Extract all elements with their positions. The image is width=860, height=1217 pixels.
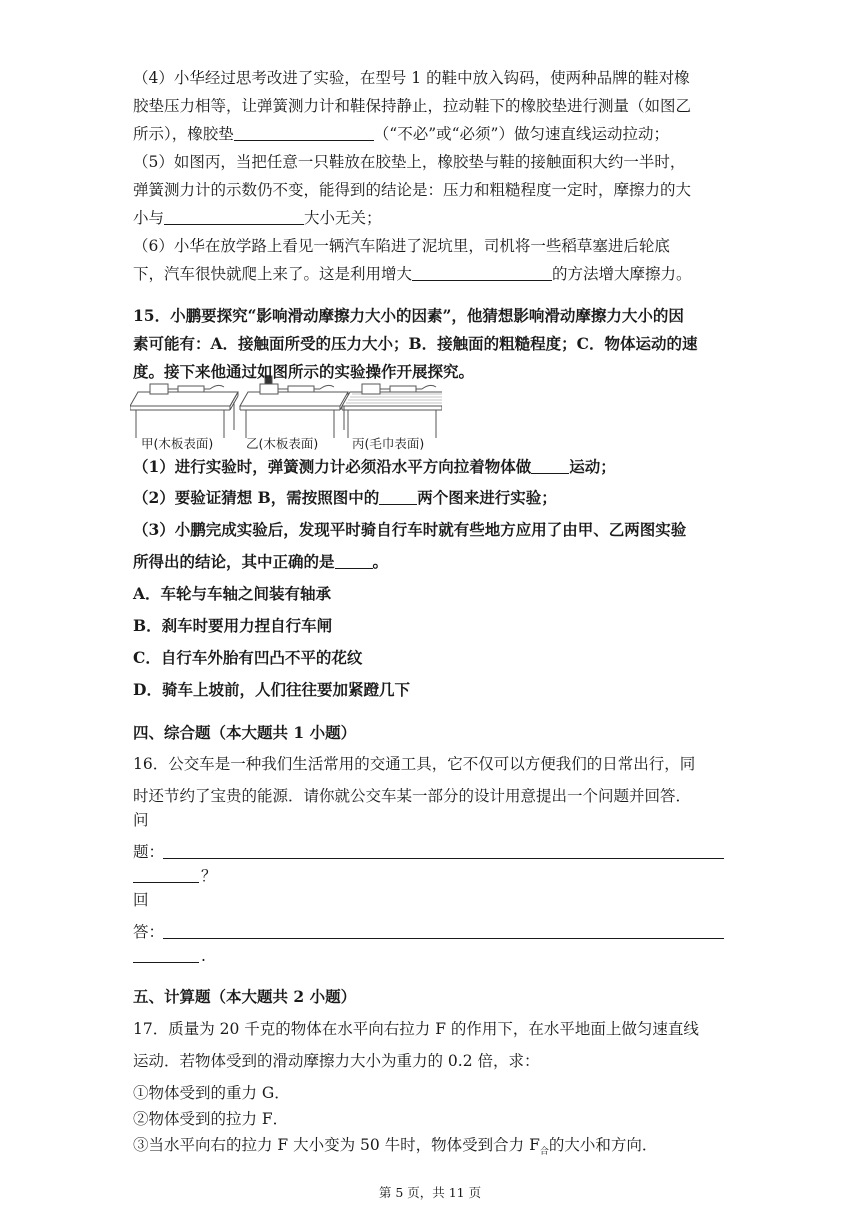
q16-line1: 16．公交车是一种我们生活常用的交通工具，它不仅可以方便我们的日常出行，同	[133, 755, 696, 773]
q17-line1: 17．质量为 20 千克的物体在水平向右拉力 F 的作用下，在水平地面上做匀速直线	[133, 1020, 699, 1038]
answer-line-2[interactable]	[133, 961, 199, 963]
answer-blank[interactable]	[335, 552, 373, 569]
q17-item1: ①物体受到的重力 G．	[133, 1084, 290, 1102]
q15-option-c: C．自行车外胎有凹凸不平的花纹	[133, 648, 363, 667]
q15-sub2	[133, 486, 557, 510]
q14-part4-text: 所示），橡胶垫	[133, 125, 234, 143]
figure-caption-bing: 丙(毛巾表面)	[352, 436, 425, 451]
section5-heading: 五、计算题（本大题共 2 小题）	[133, 987, 357, 1006]
q14-part5-text: 大小无关；	[304, 209, 382, 227]
q15-sub3-text: 所得出的结论，其中正确的是	[133, 552, 335, 571]
q15-sub2-text: （2）要验证猜想 B，需按照图中的	[133, 488, 380, 507]
q15-sub1-text: 运动；	[569, 457, 616, 476]
q14-part6-line2	[133, 262, 692, 286]
q15-sub3-line1: （3）小鹏完成实验后，发现平时骑自行车时就有些地方应用了由甲、乙两图实验	[133, 520, 687, 539]
q14-part4-line3	[133, 122, 669, 146]
table-bing-illustration	[342, 384, 442, 438]
q15-option-b: B．刹车时要用力捏自行车闸	[133, 616, 333, 635]
q17-item3-text: 的大小和方向．	[548, 1136, 658, 1154]
q17-item3-text: ③当水平向右的拉力 F 大小变为 50 牛时，物体受到合力 F	[133, 1136, 540, 1154]
q15-sub1-text: （1）进行实验时，弹簧测力计必须沿水平方向拉着物体做	[133, 457, 532, 476]
q14-part5-line3	[133, 206, 382, 230]
q14-part4-text: （“不必”或“必须”）做匀速直线运动拉动；	[373, 125, 669, 143]
q16-answer-label-2: 答：	[133, 923, 165, 941]
figure-caption-yi: 乙(木板表面)	[246, 436, 319, 451]
section4-heading: 四、综合题（本大题共 1 小题）	[133, 723, 357, 742]
q14-part4-line2: 胶垫压力相等，让弹簧测力计和鞋保持静止，拉动鞋下的橡胶垫进行测量（如图乙	[133, 97, 692, 115]
q15-sub2-text: 两个图来进行实验；	[417, 488, 557, 507]
q14-part6-text: 下，汽车很快就爬上来了。这是利用增大	[133, 265, 413, 283]
table-yi-illustration	[240, 376, 348, 438]
q17-line2: 运动．若物体受到的滑动摩擦力大小为重力的 0.2 倍，求：	[133, 1052, 540, 1070]
q16-answer-label-1: 回	[133, 891, 149, 909]
answer-blank[interactable]	[234, 124, 374, 141]
q15-sub1	[133, 455, 616, 479]
answer-blank[interactable]	[164, 208, 304, 225]
q14-part5-line1: （5）如图丙，当把任意一只鞋放在胶垫上，橡胶垫与鞋的接触面积大约一半时，	[133, 153, 686, 171]
q16-question-end: ？	[201, 867, 217, 885]
q17-item3	[133, 1133, 657, 1164]
question-answer-line-2[interactable]	[133, 881, 199, 883]
q14-part6-line1: （6）小华在放学路上看见一辆汽车陷进了泥坑里，司机将一些稻草塞进后轮底	[133, 237, 670, 255]
q17-item3-subscript: 合	[539, 1147, 549, 1158]
answer-blank[interactable]	[531, 457, 569, 474]
answer-line[interactable]	[163, 937, 724, 939]
q16-answer-end: .	[201, 947, 206, 965]
q15-option-d: D．骑车上坡前，人们往往要加紧蹬几下	[133, 680, 410, 699]
table-jia-illustration	[130, 384, 238, 438]
q15-stem-line3: 度。接下来他通过如图所示的实验操作开展探究。	[133, 362, 475, 381]
page-footer: 第 5 页，共 11 页	[378, 1185, 482, 1200]
q16-question-label-2: 题：	[133, 843, 165, 861]
q15-sub3-line2	[133, 550, 388, 574]
q15-option-a: A．车轮与车轴之间装有轴承	[133, 584, 332, 603]
question-answer-line[interactable]	[163, 857, 724, 859]
q14-part4-line1: （4）小华经过思考改进了实验，在型号 1 的鞋中放入钩码，使两种品牌的鞋对橡	[133, 69, 690, 87]
q15-sub3-text: 。	[372, 552, 389, 571]
answer-blank[interactable]	[412, 264, 552, 281]
q16-question-label-1: 问	[133, 811, 149, 829]
q14-part6-text: 的方法增大摩擦力。	[552, 265, 692, 283]
answer-blank[interactable]	[379, 488, 417, 505]
q15-stem-line2: 素可能有：A．接触面所受的压力大小；B．接触面的粗糙程度；C．物体运动的速	[133, 334, 698, 353]
q15-stem-line1: 15．小鹏要探究“影响滑动摩擦力大小的因素”，他猜想影响滑动摩擦力大小的因	[133, 306, 684, 325]
figure-caption-jia: 甲(木板表面)	[141, 436, 214, 451]
q17-item2: ②物体受到的拉力 F．	[133, 1110, 289, 1128]
q14-part5-line2: 弹簧测力计的示数仍不变，能得到的结论是：压力和粗糙程度一定时，摩擦力的大	[133, 181, 692, 199]
q16-line2: 时还节约了宝贵的能源．请你就公交车某一部分的设计用意提出一个问题并回答．	[133, 787, 692, 805]
q14-part5-text: 小与	[133, 209, 165, 227]
